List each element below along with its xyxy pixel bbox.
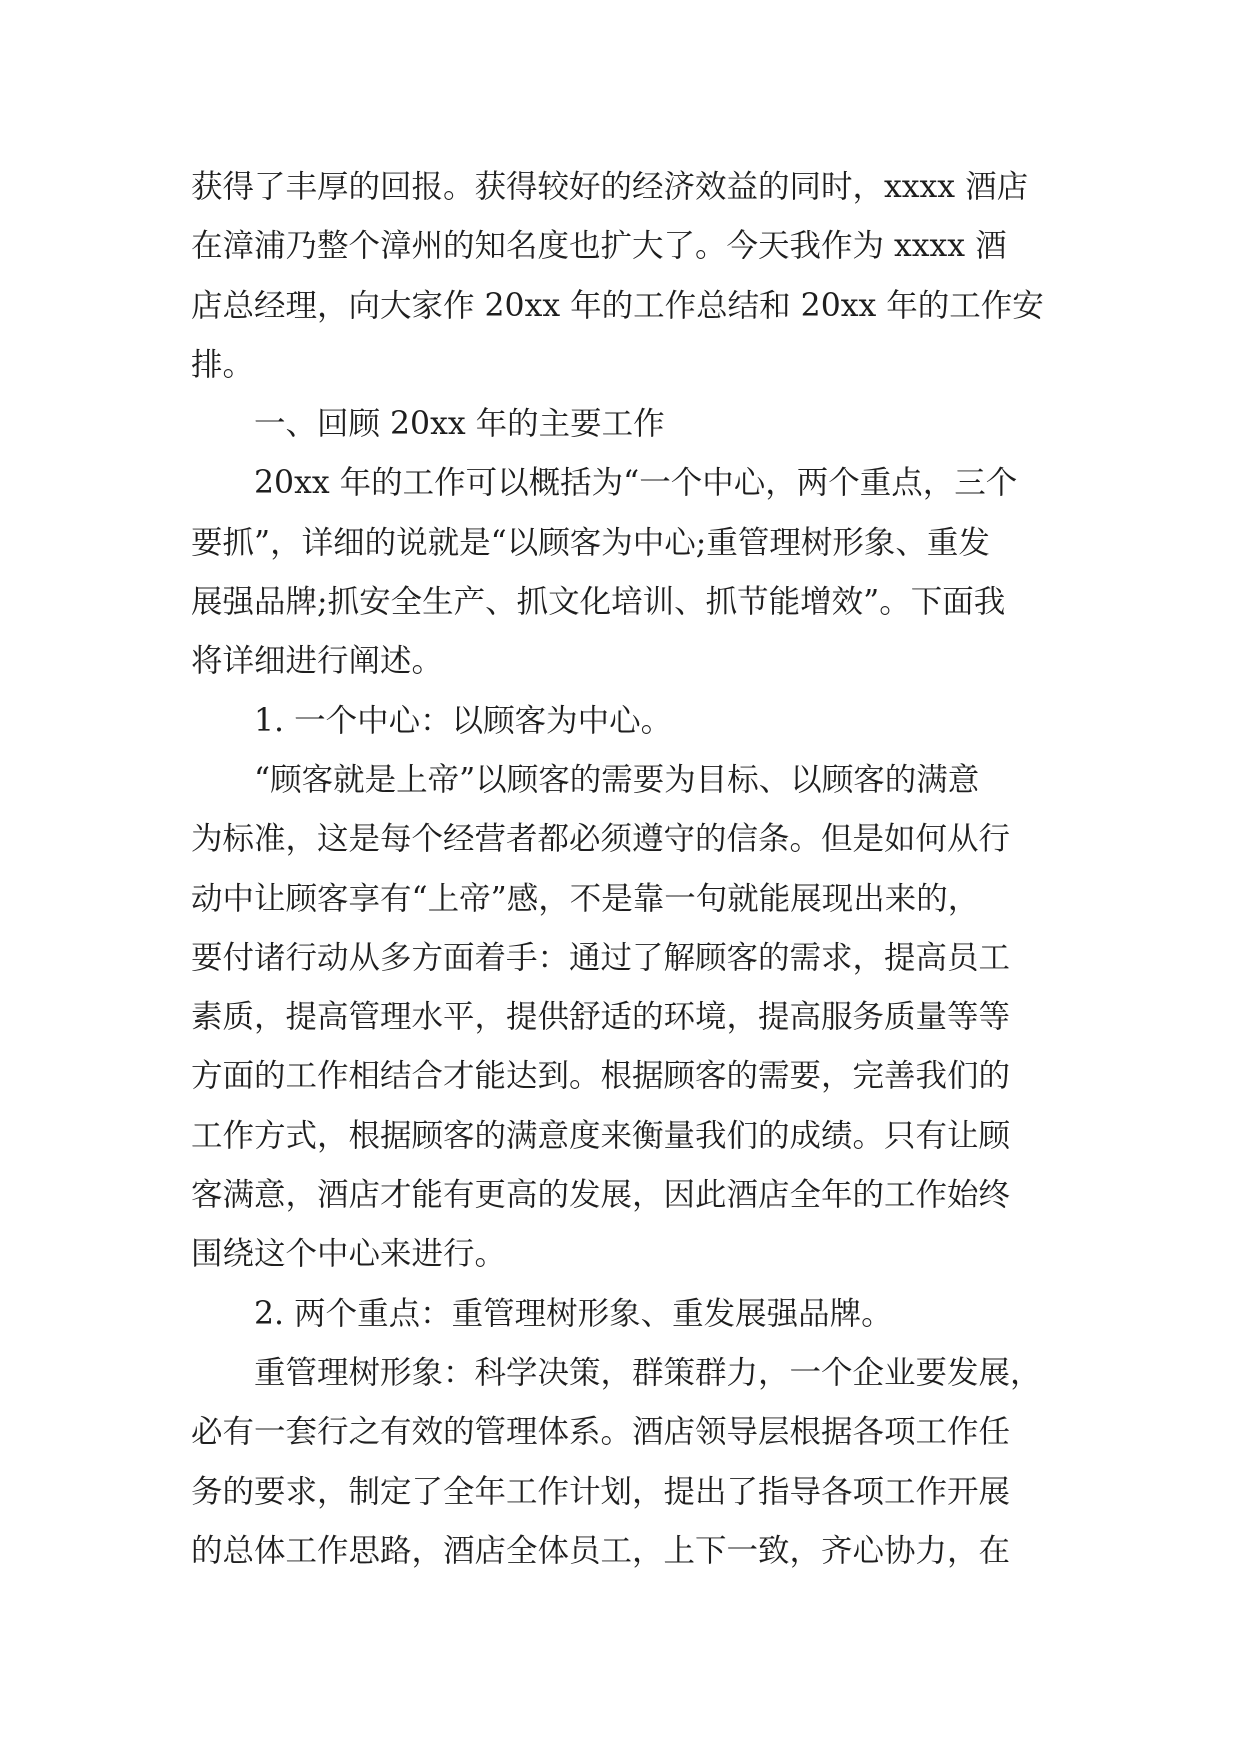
document-line: 在漳浦乃整个漳州的知名度也扩大了。今天我作为 xxxx 酒 [191,228,1007,265]
document-line: 要抓”，详细的说就是“以顾客为中心;重管理树形象、重发 [191,524,990,561]
document-line: 要付诸行动从多方面着手：通过了解顾客的需求，提高员工 [191,939,1011,976]
document-line: 展强品牌;抓安全生产、抓文化培训、抓节能增效”。下面我 [191,584,1006,621]
document-line: 为标准，这是每个经营者都必须遵守的信条。但是如何从行 [191,821,1011,858]
document-line: 的总体工作思路，酒店全体员工，上下一致，齐心协力，在 [191,1532,1011,1569]
document-line: 素质，提高管理水平，提供舒适的环境，提高服务质量等等 [191,999,1011,1036]
document-line: 将详细进行阐述。 [191,643,444,680]
document-line: 务的要求，制定了全年工作计划，提出了指导各项工作开展 [191,1473,1011,1510]
document-line: 工作方式，根据顾客的满意度来衡量我们的成绩。只有让顾 [191,1117,1011,1154]
document-line: 一、回顾 20xx 年的主要工作 [254,406,665,443]
document-line: 必有一套行之有效的管理体系。酒店领导层根据各项工作任 [191,1414,1011,1451]
document-line: 围绕这个中心来进行。 [191,1236,507,1273]
document-line: 获得了丰厚的回报。获得较好的经济效益的同时，xxxx 酒店 [191,169,1029,205]
document-line: 客满意，酒店才能有更高的发展，因此酒店全年的工作始终 [191,1177,1011,1214]
document-line: 店总经理，向大家作 20xx 年的工作总结和 20xx 年的工作安 [191,287,1044,324]
document-line: 方面的工作相结合才能达到。根据顾客的需要，完善我们的 [191,1058,1011,1095]
document-line: 重管理树形象：科学决策，群策群力，一个企业要发展， [254,1354,1042,1391]
document-line: “顾客就是上帝”以顾客的需要为目标、以顾客的满意 [254,761,980,798]
document-line: 排。 [191,346,255,383]
document-line: 20xx 年的工作可以概括为“一个中心，两个重点，三个 [254,465,1018,502]
document-body [191,158,1051,1581]
document-line: 2. 两个重点：重管理树形象、重发展强品牌。 [254,1295,893,1332]
document-line: 1. 一个中心：以顾客为中心。 [254,702,673,739]
document-line: 动中让顾客享有“上帝”感，不是靠一句就能展现出来的， [191,880,980,917]
